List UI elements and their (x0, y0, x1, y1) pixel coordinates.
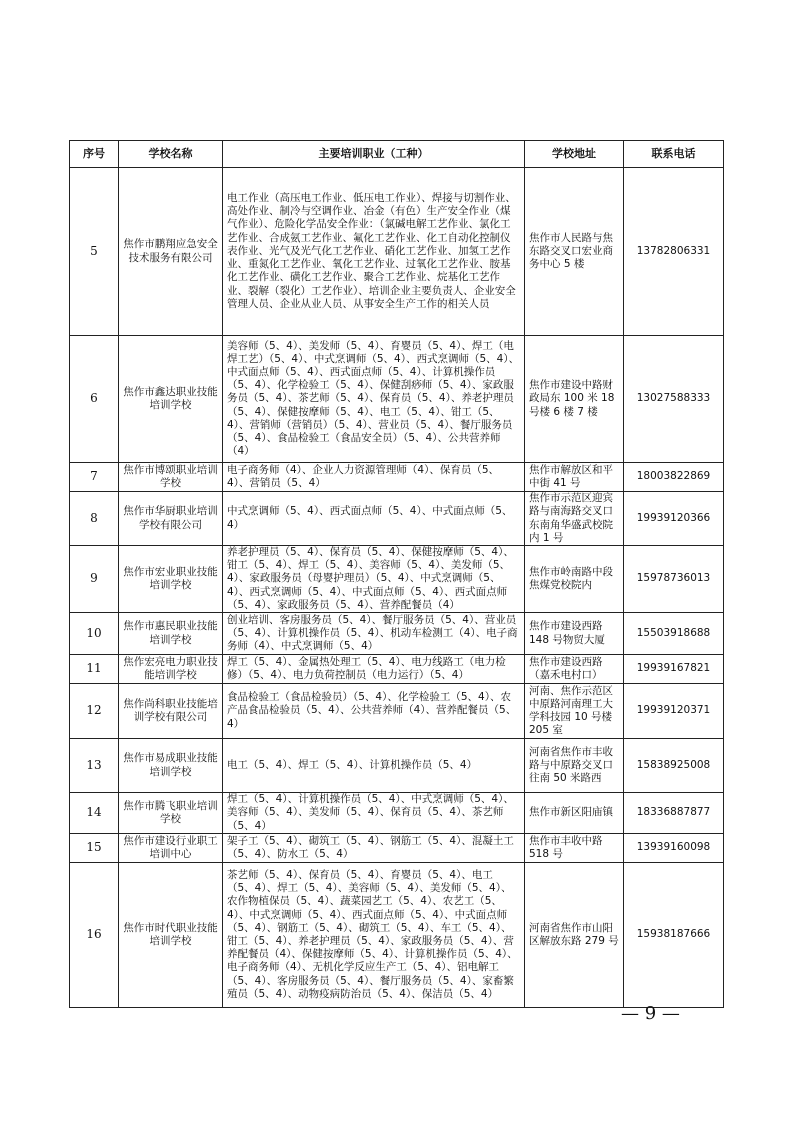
header-number: 序号 (70, 141, 119, 168)
training-jobs: 电子商务师（4）、企业人力资源管理师（4）、保育员（5、4）、营销员（5、4） (223, 463, 525, 492)
school-address: 河南省焦作市丰收路与中原路交叉口往南 50 米路西 (525, 739, 624, 793)
row-number: 12 (70, 684, 119, 739)
row-number: 6 (70, 336, 119, 463)
table-row (70, 739, 724, 793)
table-row (70, 834, 724, 863)
phone-number: 15838925008 (624, 739, 724, 793)
school-name: 焦作宏亮电力职业技能培训学校 (119, 655, 223, 684)
header-phone: 联系电话 (624, 141, 724, 168)
phone-number: 18003822869 (624, 463, 724, 492)
header-school-name: 学校名称 (119, 141, 223, 168)
school-address: 焦作市岭南路中段焦煤党校院内 (525, 546, 624, 613)
phone-number: 15938187666 (624, 863, 724, 1008)
school-name: 焦作市腾飞职业培训学校 (119, 793, 223, 834)
training-jobs: 养老护理员（5、4）、保育员（5、4）、保健按摩师（5、4）、钳工（5、4）、焊工（5、4）、美容师（5、4）、美发师（5、4）、家政服务员（母婴护理员）（5、4）、中式烹调师（5、4）、西式烹调师（5、4）、中式面点师（5、4）、西式面点师（5、4）、家政服务员（5、4）、营养配餐员（4） (223, 546, 525, 613)
header-address: 学校地址 (525, 141, 624, 168)
school-name: 焦作市建设行业职工培训中心 (119, 834, 223, 863)
row-number: 8 (70, 492, 119, 546)
training-jobs: 创业培训、客房服务员（5、4）、餐厅服务员（5、4）、营业员（5、4）、计算机操作员（5、4）、机动车检测工（4）、电子商务师（4）、中式烹调师（5、4） (223, 613, 525, 655)
training-jobs: 食品检验工（食品检验员）（5、4）、化学检验工（5、4）、农产品食品检验员（5、4）、公共营养师（4）、营养配餐员（5、4） (223, 684, 525, 739)
table-row (70, 613, 724, 655)
row-number: 5 (70, 168, 119, 336)
school-address: 焦作市新区阳庙镇 (525, 793, 624, 834)
table-row (70, 863, 724, 1008)
school-address: 焦作市丰收中路 518 号 (525, 834, 624, 863)
school-name: 焦作市宏业职业技能培训学校 (119, 546, 223, 613)
training-jobs: 电工作业（高压电工作业、低压电工作业）、焊接与切割作业、高处作业、制冷与空调作业、冶金（有色）生产安全作业（煤气作业）、危险化学品安全作业：（氯碱电解工艺作业、氯化工艺作业、合成氨工艺作业、氟化工艺作业、化工自动化控制仪表作业、光气及光气化工艺作业、硝化工艺作业、加氢工艺作业、重氮化工艺作业、氧化工艺作业、过氧化工艺作业、胺基化工艺作业、磺化工艺作业、聚合工艺作业、烷基化工艺作业、裂解（裂化）工艺作业）、培训企业主要负责人、企业安全管理人员、企业从业人员、从事安全生产工作的相关人员 (223, 168, 525, 336)
row-number: 7 (70, 463, 119, 492)
phone-number: 19939120371 (624, 684, 724, 739)
table-row (70, 336, 724, 463)
training-jobs: 架子工（5、4）、砌筑工（5、4）、钢筋工（5、4）、混凝土工（5、4）、防水工（5、4） (223, 834, 525, 863)
row-number: 15 (70, 834, 119, 863)
row-number: 13 (70, 739, 119, 793)
school-address: 焦作市建设西路 148 号物贸大厦 (525, 613, 624, 655)
phone-number: 18336887877 (624, 793, 724, 834)
school-address: 焦作市建设中路财政局东 100 米 18 号楼 6 楼 7 楼 (525, 336, 624, 463)
phone-number: 13027588333 (624, 336, 724, 463)
training-jobs: 茶艺师（5、4）、保育员（5、4）、育婴员（5、4）、电工（5、4）、焊工（5、4）、美容师（5、4）、美发师（5、4）、农作物植保员（5、4）、蔬菜园艺工（5、4）、农艺工（5、4）、中式烹调师（5、4）、西式面点师（5、4）、中式面点师（5、4）、钢筋工（5、4）、砌筑工（5、4）、车工（5、4）、钳工（5、4）、养老护理员（5、4）、家政服务员（5、4）、营养配餐员（4）、保健按摩师（5、4）、计算机操作员（5、4）、电子商务师（4）、无机化学反应生产工（5、4）、铝电解工（5、4）、客房服务员（5、4）、餐厅服务员（5、4）、家畜繁殖员（5、4）、动物疫病防治员（5、4）、保洁员（5、4） (223, 863, 525, 1008)
table-row (70, 655, 724, 684)
phone-number: 19939167821 (624, 655, 724, 684)
row-number: 16 (70, 863, 119, 1008)
school-address: 河南、焦作示范区中原路河南理工大学科技园 10 号楼 205 室 (525, 684, 624, 739)
phone-number: 19939120366 (624, 492, 724, 546)
table-row (70, 793, 724, 834)
table-row (70, 492, 724, 546)
school-name: 焦作市华厨职业培训学校有限公司 (119, 492, 223, 546)
training-jobs: 焊工（5、4）、金属热处理工（5、4）、电力线路工（电力检修）（5、4）、电力负荷控制员（电力运行）（5、4） (223, 655, 525, 684)
school-name: 焦作市鑫达职业技能培训学校 (119, 336, 223, 463)
school-name: 焦作市惠民职业技能培训学校 (119, 613, 223, 655)
school-name: 焦作市时代职业技能培训学校 (119, 863, 223, 1008)
table-row (70, 463, 724, 492)
phone-number: 15978736013 (624, 546, 724, 613)
school-name: 焦作市易成职业技能培训学校 (119, 739, 223, 793)
training-jobs: 焊工（5、4）、计算机操作员（5、4）、中式烹调师（5、4）、美容师（5、4）、美发师（5、4）、保育员（5、4）、茶艺师（5、4） (223, 793, 525, 834)
school-address: 河南省焦作市山阳区解放东路 279 号 (525, 863, 624, 1008)
header-training-jobs: 主要培训职业（工种） (223, 141, 525, 168)
school-address: 焦作市建设西路（嘉禾电村口） (525, 655, 624, 684)
training-schools-table (69, 140, 724, 1008)
school-name: 焦作市鹏翔应急安全技术服务有限公司 (119, 168, 223, 336)
row-number: 10 (70, 613, 119, 655)
school-address: 焦作市示范区迎宾路与南海路交叉口东南角华盛武校院内 1 号 (525, 492, 624, 546)
school-address: 焦作市解放区和平中街 41 号 (525, 463, 624, 492)
table-row (70, 546, 724, 613)
row-number: 14 (70, 793, 119, 834)
phone-number: 13782806331 (624, 168, 724, 336)
training-jobs: 美容师（5、4）、美发师（5、4）、育婴员（5、4）、焊工（电焊工艺）（5、4）、中式烹调师（5、4）、西式烹调师（5、4）、中式面点师（5、4）、西式面点师（5、4）、计算机操作员（5、4）、化学检验工（5、4）、保健刮痧师（5、4）、家政服务员（5、4）、茶艺师（5、4）、保育员（5、4）、养老护理员（5、4）、保健按摩师（5、4）、电工（5、4）、钳工（5、4）、营销师（营销员）（5、4）、营业员（5、4）、餐厅服务员（5、4）、食品检验工（食品安全员）（5、4）、公共营养师（4） (223, 336, 525, 463)
school-address: 焦作市人民路与焦东路交叉口宏业商务中心 5 楼 (525, 168, 624, 336)
page-number: — 9 — (621, 1003, 680, 1024)
table-header-row (70, 141, 724, 168)
training-jobs: 电工（5、4）、焊工（5、4）、计算机操作员（5、4） (223, 739, 525, 793)
table-row (70, 684, 724, 739)
phone-number: 15503918688 (624, 613, 724, 655)
table-row (70, 168, 724, 336)
row-number: 11 (70, 655, 119, 684)
school-name: 焦作市博颂职业培训学校 (119, 463, 223, 492)
row-number: 9 (70, 546, 119, 613)
training-jobs: 中式烹调师（5、4）、西式面点师（5、4）、中式面点师（5、4） (223, 492, 525, 546)
school-name: 焦作尚科职业技能培训学校有限公司 (119, 684, 223, 739)
phone-number: 13939160098 (624, 834, 724, 863)
